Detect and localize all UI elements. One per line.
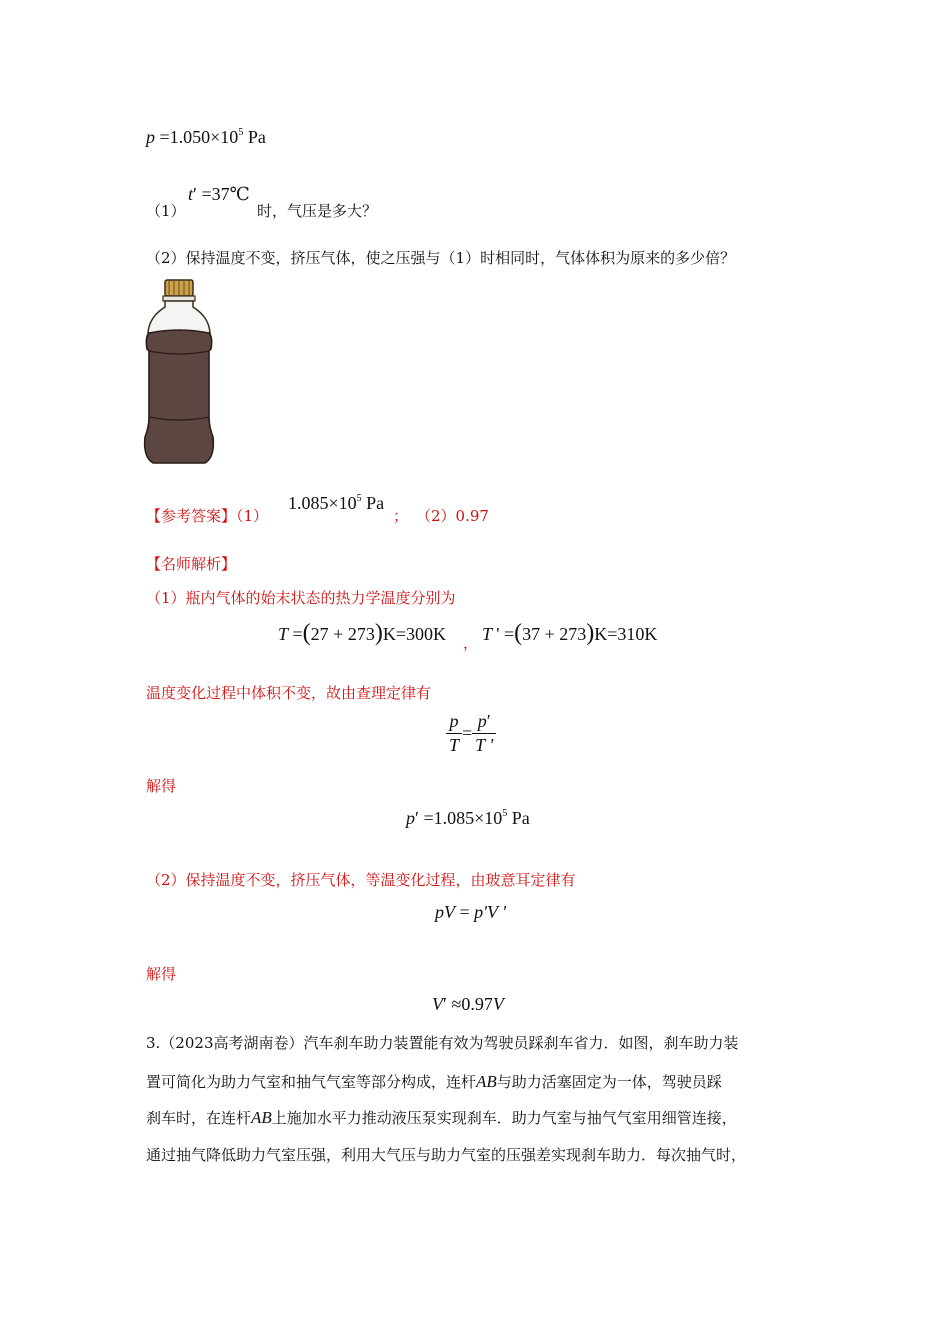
answer-separator: ； xyxy=(393,507,409,525)
unit: Pa xyxy=(507,808,530,828)
denominator: T ' xyxy=(475,735,494,755)
prime: ′ xyxy=(443,994,447,1014)
var-t: t xyxy=(188,184,194,204)
temperature-equation xyxy=(278,620,446,647)
analysis-step-3: （2）保持温度不变，挤压气体，等温变化过程，由玻意耳定律有 xyxy=(146,871,576,889)
text: 刹车时，在连杆 xyxy=(146,1109,252,1127)
question-1-label: （1） xyxy=(146,202,186,220)
problem-3-line-4: 通过抽气降低助力气室压强，利用大气压与助力气室的压强差实现刹车助力．每次抽气时， xyxy=(146,1146,747,1164)
denominator: T xyxy=(449,735,460,755)
temperature-equation-2 xyxy=(482,620,657,647)
unit: Pa xyxy=(243,127,266,147)
given-pressure xyxy=(146,127,266,148)
paren: ( xyxy=(514,620,523,646)
exponent: 5 xyxy=(356,493,362,504)
fraction-left xyxy=(446,711,462,756)
fraction-right xyxy=(472,711,496,756)
answer-label: 【参考答案】（1） xyxy=(146,507,269,525)
numerator xyxy=(472,711,496,734)
value: =1.085 xyxy=(418,808,475,828)
result-volume xyxy=(432,994,504,1015)
expr: 27 + 273 xyxy=(310,624,375,644)
result: K=310K xyxy=(594,624,658,644)
unit: Pa xyxy=(361,493,385,513)
value: 1.085 xyxy=(288,493,329,513)
question-1-text: 时，气压是多大？ xyxy=(257,202,378,220)
analysis-step-2: 温度变化过程中体积不变，故由查理定律有 xyxy=(146,684,432,702)
times-ten: ×10 xyxy=(210,127,239,147)
equals: = xyxy=(455,902,475,922)
result-pressure xyxy=(406,808,530,829)
solve-label-2: 解得 xyxy=(146,965,177,983)
rhs: p'V ' xyxy=(474,902,507,922)
question-2-text: （2）保持温度不变，挤压气体，使之压强与（1）时相同时，气体体积为原来的多少倍？ xyxy=(146,249,736,267)
var-AB: AB xyxy=(476,1072,497,1091)
question-1-temp xyxy=(188,184,250,205)
text: 置可简化为助力气室和抽气气室等部分构成，连杆 xyxy=(146,1073,477,1091)
bottle-icon xyxy=(143,277,215,469)
analysis-label: 【名师解析】 xyxy=(146,555,237,573)
answer-1-value xyxy=(288,493,384,514)
equals: = xyxy=(288,624,303,644)
paren: ) xyxy=(374,620,383,646)
value: =1.050 xyxy=(155,127,211,147)
prime: ' xyxy=(496,624,500,644)
problem-3-line-2 xyxy=(146,1071,722,1092)
var-p: p xyxy=(406,808,415,828)
solve-label-1: 解得 xyxy=(146,777,177,795)
answer-2-value: （2）0.97 xyxy=(416,507,489,525)
var-T: T xyxy=(482,624,497,644)
charles-law-equation xyxy=(446,711,496,756)
prime: ′ xyxy=(415,808,419,828)
value: ≈0.97 xyxy=(446,994,493,1014)
analysis-step-1: （1）瓶内气体的始末状态的热力学温度分别为 xyxy=(146,589,456,607)
var-V: V xyxy=(492,994,504,1014)
paren: ( xyxy=(302,620,311,646)
expr: 37 + 273 xyxy=(522,624,587,644)
var-AB: AB xyxy=(251,1108,272,1127)
exponent: 5 xyxy=(238,127,244,138)
var-p: p xyxy=(477,711,487,731)
lhs: pV xyxy=(435,902,455,922)
equation-comma: ， xyxy=(463,634,479,652)
result: K=300K xyxy=(382,624,446,644)
bottle-illustration xyxy=(143,277,215,473)
text: 与助力活塞固定为一体，驾驶员踩 xyxy=(496,1073,722,1091)
text: 上施加水平力推动液压泵实现刹车．助力气室与抽气气室用细管连接， xyxy=(271,1109,737,1127)
value: =37℃ xyxy=(196,184,250,204)
prime: ′ xyxy=(193,184,197,204)
var-p: p xyxy=(146,127,155,147)
numerator: p xyxy=(446,711,462,734)
var-V: V xyxy=(432,994,443,1014)
paren: ) xyxy=(586,620,595,646)
exponent: 5 xyxy=(502,808,508,819)
times-ten: ×10 xyxy=(328,493,357,513)
problem-3-line-3 xyxy=(146,1107,737,1128)
prime: ′ xyxy=(486,711,491,731)
equals: = xyxy=(499,624,515,644)
var-T: T xyxy=(278,624,289,644)
boyle-law-equation xyxy=(435,902,506,923)
equals: = xyxy=(462,723,473,743)
problem-3-line-1: 3.（2023高考湖南卷）汽车刹车助力装置能有效为驾驶员踩刹车省力．如图，刹车助力装 xyxy=(146,1034,739,1052)
times-ten: ×10 xyxy=(474,808,503,828)
